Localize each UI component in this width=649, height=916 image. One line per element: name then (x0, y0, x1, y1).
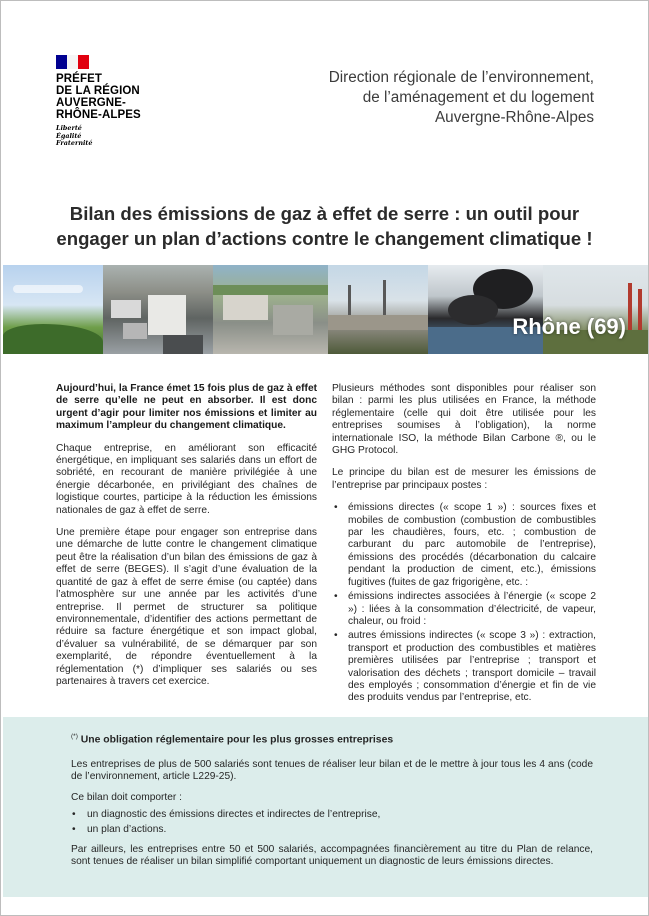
list-item: • un plan d’actions. (71, 824, 593, 836)
prefet-line: AUVERGNE- (56, 97, 126, 109)
prefet-line: PRÉFET (56, 73, 102, 85)
lead-paragraph: Aujourd’hui, la France émet 15 fois plus de gaz à effet de serre qu’elle ne peut en absorber. Il est donc urgent d’agir pour limiter nos émissions et limiter au maximum l’ampleur du changement climatique. (56, 383, 317, 432)
devise-line: Liberté (56, 124, 82, 132)
footnote-mark: (*) (71, 733, 78, 740)
devise-line: Fraternité (56, 139, 93, 147)
right-column (332, 383, 596, 707)
paragraph: Ce bilan doit comporter : (71, 791, 182, 803)
scope-list (332, 502, 596, 705)
prefet-logo (56, 55, 166, 148)
bullet-list (71, 809, 593, 836)
paragraph: Par ailleurs, les entreprises entre 50 et 500 salariés, accompagnées financièrement au titre du Plan de relance, sont tenues de réaliser un bilan simplifié comportant uniquement un diagnostic de leurs émissions directes. (71, 843, 593, 868)
box-title (71, 731, 593, 747)
direction-block (329, 68, 594, 128)
left-column (56, 383, 317, 698)
list-item: • un diagnostic des émissions directes et indirectes de l’entreprise, (71, 809, 593, 821)
devise-line: Égalité (56, 131, 82, 140)
devise (56, 125, 166, 148)
paragraph: Une première étape pour engager son entreprise dans une démarche de lutte contre le changement climatique peut être la réalisation d’un bilan des émissions de gaz à effet de serre (BEGES). Il s’agit d’une évaluation de la quantité de gaz à effet de serre émise (ou captée) dans l’atmosphère sur une année par les activités d’une entreprise. Il permet de structurer sa politique environnementale, d’identifier des actions permettant de réduire sa facture énergétique et son impact global, d’évaluer sa vulnérabilité, de se démarquer par son exemplarité, de répondre éventuellement à la réglementation (*) d’impliquer ses salariés ou ses partenaires à travers cet exercice. (56, 527, 317, 687)
department-label: Rhône (69) (512, 314, 626, 339)
title-line: engager un plan d’actions contre le changement climatique ! (56, 228, 593, 249)
photo-chimneys (543, 265, 648, 354)
paragraph: Les entreprises de plus de 500 salariés sont tenues de réaliser leur bilan et de le mettre à jour tous les 4 ans (code de l’environnement, article L229-25). (71, 758, 593, 783)
direction-line: Auvergne-Rhône-Alpes (434, 109, 594, 126)
direction-line: de l’aménagement et du logement (362, 89, 594, 106)
prefet-line: DE LA RÉGION (56, 85, 140, 97)
list-item: • autres émissions indirectes (« scope 3 ») : extraction, transport et production des combustibles et matières premières utilisées par l’entreprise ; transport et valorisation des déchets ; transport domicile – travail des employés ; consommation d’énergie et fin de vie des produits vendus par l’entreprise, etc. (332, 630, 596, 704)
photo-banner (3, 265, 648, 354)
photo-industrial-site (213, 265, 328, 354)
paragraph: Plusieurs méthodes sont disponibles pour réaliser son bilan : parmi les plus utilisées en France, la méthode réglementaire (celle qui doit être utilisée pour les entreprises soumises à l’obligation), la norme internationale ISO, la méthode Bilan Carbone ®, ou le GHG Protocol. (332, 383, 596, 457)
paragraph: Le principe du bilan est de mesurer les émissions de l’entreprise par principaux postes : (332, 467, 596, 491)
title-line: Bilan des émissions de gaz à effet de serre : un outil pour (69, 203, 580, 224)
list-item: • émissions indirectes associées à l’énergie (« scope 2 ») : liées à la consommation d’électricité, de vapeur, chaleur, ou froid : (332, 591, 596, 628)
photo-refinery (328, 265, 428, 354)
direction-line: Direction régionale de l’environnement, (328, 69, 594, 86)
photo-smoke-plume (428, 265, 543, 354)
prefet-line: RHÔNE-ALPES (56, 109, 141, 121)
photo-greenery (3, 265, 103, 354)
box-title-text: Une obligation réglementaire pour les plus grosses entreprises (77, 734, 394, 746)
document-title (41, 201, 608, 251)
obligation-box-content (71, 731, 593, 877)
photo-traffic (103, 265, 213, 354)
french-flag-icon (56, 55, 89, 69)
list-item: • émissions directes (« scope 1 ») : sources fixes et mobiles de combustion (combustion de combustibles par les chaudières, fours, etc. ; combustion de carburant du parc automobile de l’entreprise), émissions des procédés (décarbonation du calcaire pendant la production de ciment, etc.), émissions fugitives (fuites de gaz frigorigène, etc. : (332, 502, 596, 589)
paragraph: Chaque entreprise, en améliorant son efficacité énergétique, en impliquant ses salariés dans un effort de sobriété, en recourant de manière privilégiée à une énergie décarbonée, en privilégiant des chaînes de logistique courtes, participe à la réduction les émissions nationales de gaz à effet de serre. (56, 442, 317, 516)
